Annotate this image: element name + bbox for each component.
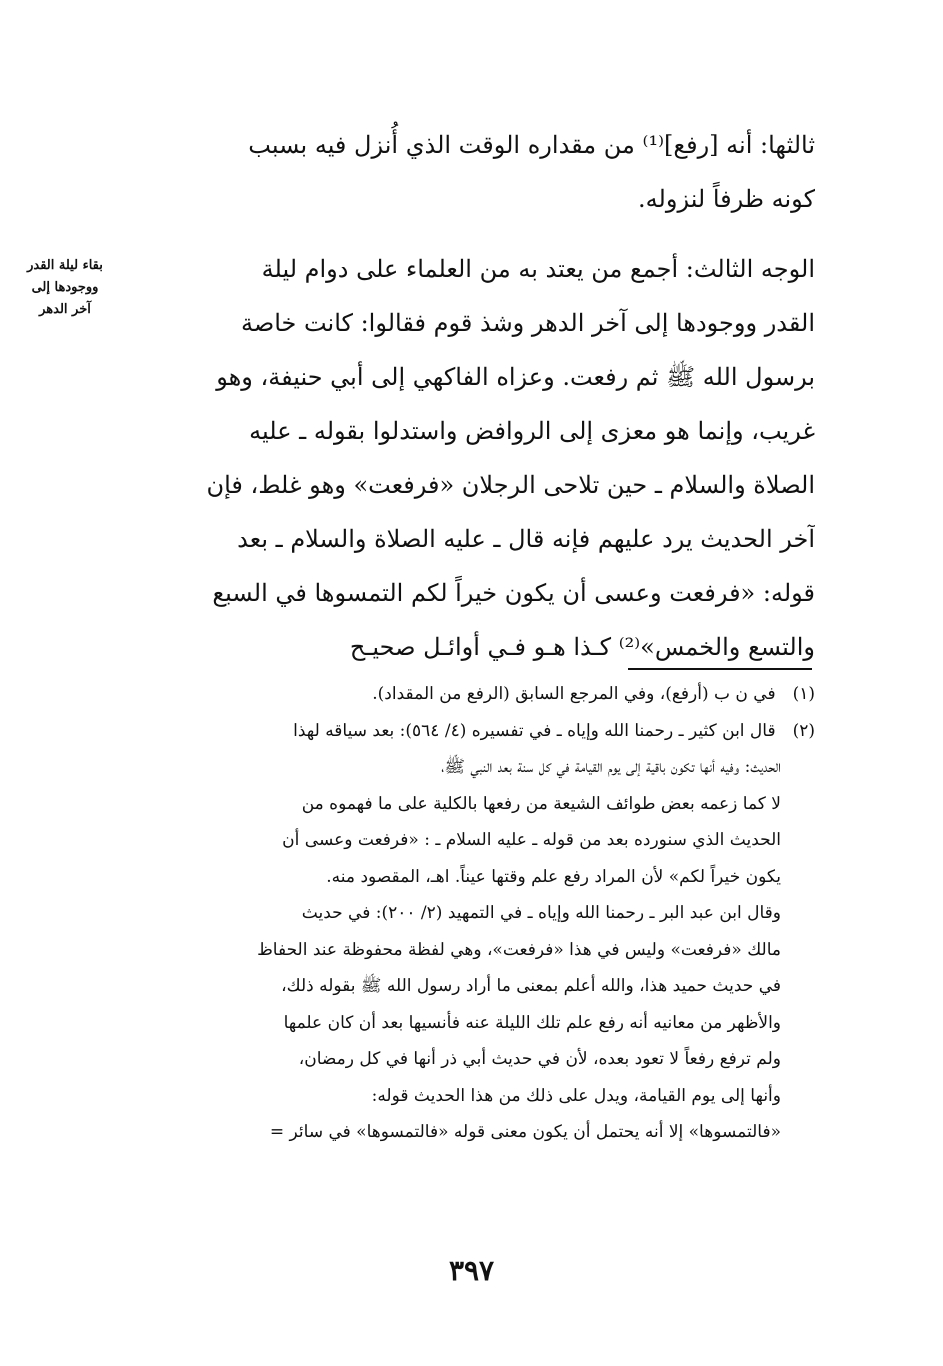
margin-note-line: بقاء ليلة القدر (27, 258, 103, 273)
footnote-text: «فالتمسوها» إلا أنه يحتمل أن يكون معنى قوله «فالتمسوها» في سائر = (269, 1122, 781, 1142)
footnote-separator (628, 668, 812, 670)
page-number: ٣٩٧ (448, 1254, 495, 1287)
footnote-text: والأظهر من معانيه أنه رفع علم تلك الليلة عنه فأنسيها بعد أن كان علمها (283, 1012, 781, 1033)
text-line: برسول الله ﷺ ثم رفعت. وعزاه الفاكهي إلى أبي حنيفة، وهو (216, 363, 815, 391)
margin-note-line: ووجودها إلى (31, 280, 99, 295)
text-line: كونه ظرفاً لنزوله. (638, 185, 815, 213)
footnote-text: يكون خيراً لكم» لأن المراد رفع علم وقتها عيناً. اهـ، المقصود منه. (326, 866, 781, 887)
footnotes (135, 676, 815, 1151)
text-line: القدر ووجودها إلى آخر الدهر وشذ قوم فقالوا: كانت خاصة (240, 309, 815, 337)
text-line: الصلاة والسلام ـ حين تلاحى الرجلان «فرفعت» وهو غلط، فإن (206, 471, 815, 499)
text-line: غريب، وإنما هو معزى إلى الروافض واستدلوا بقوله ـ عليه (249, 417, 815, 445)
footnote-text: وقال ابن عبد البر ـ رحمنا الله وإياه ـ في التمهيد (٢/ ٢٠٠): في حديث (301, 903, 781, 923)
paragraph-third-point (135, 118, 815, 226)
text-line: آخر الحديث يرد عليهم فإنه قال ـ عليه الصلاة والسلام ـ بعد (237, 525, 815, 553)
footnote-2 (135, 713, 815, 750)
footnote-text: ولم ترفع رفعاً لا تعود بعده، لأن في حديث أبي ذر أنها في كل رمضان، (298, 1049, 781, 1069)
footnote-text: الحديث: وفيه أنها تكون باقية إلى يوم القيامة في كل سنة بعد النبي ﷺ، (441, 757, 781, 777)
text-line: الوجه الثالث: أجمع من يعتد به من العلماء على دوام ليلة (261, 255, 815, 283)
footnote-number: (٢) (792, 720, 815, 741)
paragraph-third-aspect (135, 242, 815, 674)
text-line: ثالثها: أنه [رفع]⁽¹⁾ من مقداره الوقت الذي أُنزل فيه بسبب (248, 131, 815, 159)
footnote-text: وأنها إلى يوم القيامة، ويدل على ذلك من هذا الحديث قوله: (371, 1085, 781, 1106)
margin-note (10, 255, 120, 321)
footnote-text: في ن ب (أرفع)، وفي المرجع السابق (الرفع من المقداد). (372, 684, 776, 704)
footnote-number: (١) (792, 684, 815, 704)
footnote-text: مالك «فرفعت» وليس في هذا «فرفعت»، وهي لفظة محفوظة عند الحفاظ (257, 939, 781, 960)
footnote-text: لا كما زعمه بعض طوائف الشيعة من رفعها بالكلية على ما فهموه من (301, 793, 781, 814)
footnote-text: قال ابن كثير ـ رحمنا الله وإياه ـ في تفسيره (٤/ ٥٦٤): بعد سياقه لهذا (293, 720, 776, 741)
footnote-1 (135, 676, 815, 713)
footnote-text: الحديث الذي سنورده بعد من قوله ـ عليه السلام ـ : «فرفعت وعسى أن (282, 830, 781, 850)
footnote-text: في حديث حميد هذا، والله أعلم بمعنى ما أراد رسول الله ﷺ بقوله ذلك، (281, 976, 781, 996)
text-line: والتسع والخمس»⁽²⁾ كـذا هـو فـي أوائـل صحيـح (349, 633, 815, 661)
text-line: قوله: «فرفعت وعسى أن يكون خيراً لكم التمسوها في السبع (212, 579, 815, 607)
margin-note-line: آخر الدهر (39, 302, 91, 317)
